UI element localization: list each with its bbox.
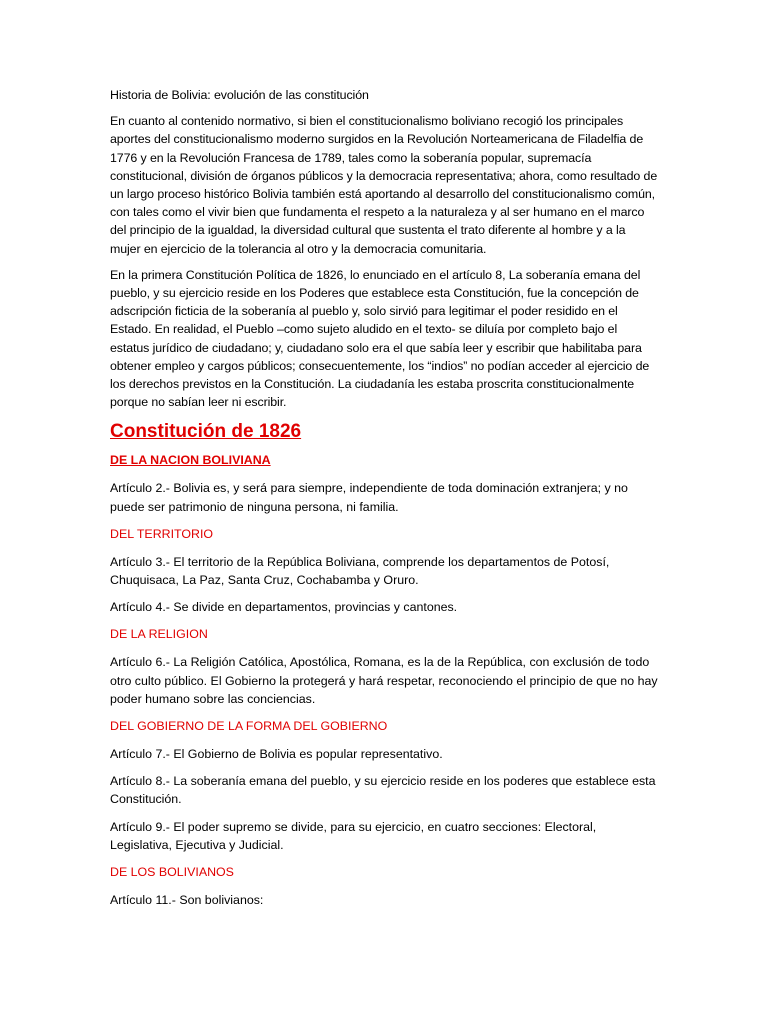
article-8: Artículo 8.- La soberanía emana del pueblo, y su ejercicio reside en los poderes que establece esta Constitución. bbox=[110, 774, 656, 807]
section-heading-gobierno: DEL GOBIERNO DE LA FORMA DEL GOBIERNO bbox=[110, 719, 388, 734]
document-page bbox=[110, 86, 658, 918]
article-4: Artículo 4.- Se divide en departamentos, provincias y cantones. bbox=[110, 600, 458, 615]
article-9: Artículo 9.- El poder supremo se divide, para su ejercicio, en cuatro secciones: Electoral, Legislativa, Ejecutiva y Judicial. bbox=[110, 819, 597, 852]
document-title: Historia de Bolivia: evolución de las constitución bbox=[110, 88, 369, 102]
constitution-heading: Constitución de 1826 bbox=[110, 421, 302, 443]
article-11: Artículo 11.- Son bolivianos: bbox=[110, 893, 264, 908]
article-3: Artículo 3.- El territorio de la República Boliviana, comprende los departamentos de Potosí, Chuquisaca, La Paz, Santa Cruz, Cochabamba y Oruro. bbox=[110, 554, 610, 588]
intro-paragraph-2: En la primera Constitución Política de 1826, lo enunciado en el artículo 8, La soberanía emana del pueblo, y su ejercicio reside en los Poderes que establece esta Constitución, fue la concepción de adscripción ficticia de la soberanía al pueblo y, solo sirvió para legitimar el poder residido en el Estado. En realidad, el Pueblo –como sujeto aludido en el texto- se diluía por completo bajo el estatus jurídico de ciudadano; y, ciudadano solo era el que sabía leer y escribir que habilitaba para obtener empleo y cargos públicos; consecuentemente, los “indios” no podían acceder al ejercicio de los derechos previstos en la Constitución. La ciudadanía les estaba proscrita constitucionalmente porque no sabían leer ni escribir. bbox=[110, 267, 650, 410]
section-heading-religion: DE LA RELIGION bbox=[110, 627, 208, 642]
section-heading-territorio: DEL TERRITORIO bbox=[110, 526, 214, 541]
section-heading-nacion: DE LA NACION BOLIVIANA bbox=[110, 453, 271, 468]
intro-paragraph-1: En cuanto al contenido normativo, si bien el constitucionalismo boliviano recogió los principales aportes del constitucionalismo moderno surgidos en la Revolución Norteamericana de Filadelfia de 1776 y en la Revolución Francesa de 1789, tales como la soberanía popular, supremacía constitucional, división de órganos públicos y la democracia representativa; ahora, como resultado de un largo proceso histórico Bolivia también está aportando al desarrollo del constitucionalismo común, con tales como el vivir bien que fundamenta el respeto a la naturaleza y al ser humano en el marco del principio de la igualdad, la diversidad cultural que sustenta el trato diferente al hombre y a la mujer en ejercicio de la tolerancia al otro y la democracia comunitaria. bbox=[110, 114, 658, 256]
article-6: Artículo 6.- La Religión Católica, Apostólica, Romana, es la de la República, con exclusión de todo otro culto público. El Gobierno la protegerá y hará respetar, reconociendo el principio de que no hay poder humano sobre las conciencias. bbox=[110, 655, 658, 706]
article-2: Artículo 2.- Bolivia es, y será para siempre, independiente de toda dominación extranjera; y no puede ser patrimonio de ninguna persona, ni familia. bbox=[110, 481, 628, 514]
article-7: Artículo 7.- El Gobierno de Bolivia es popular representativo. bbox=[110, 747, 443, 762]
section-heading-bolivianos: DE LOS BOLIVIANOS bbox=[110, 865, 234, 880]
